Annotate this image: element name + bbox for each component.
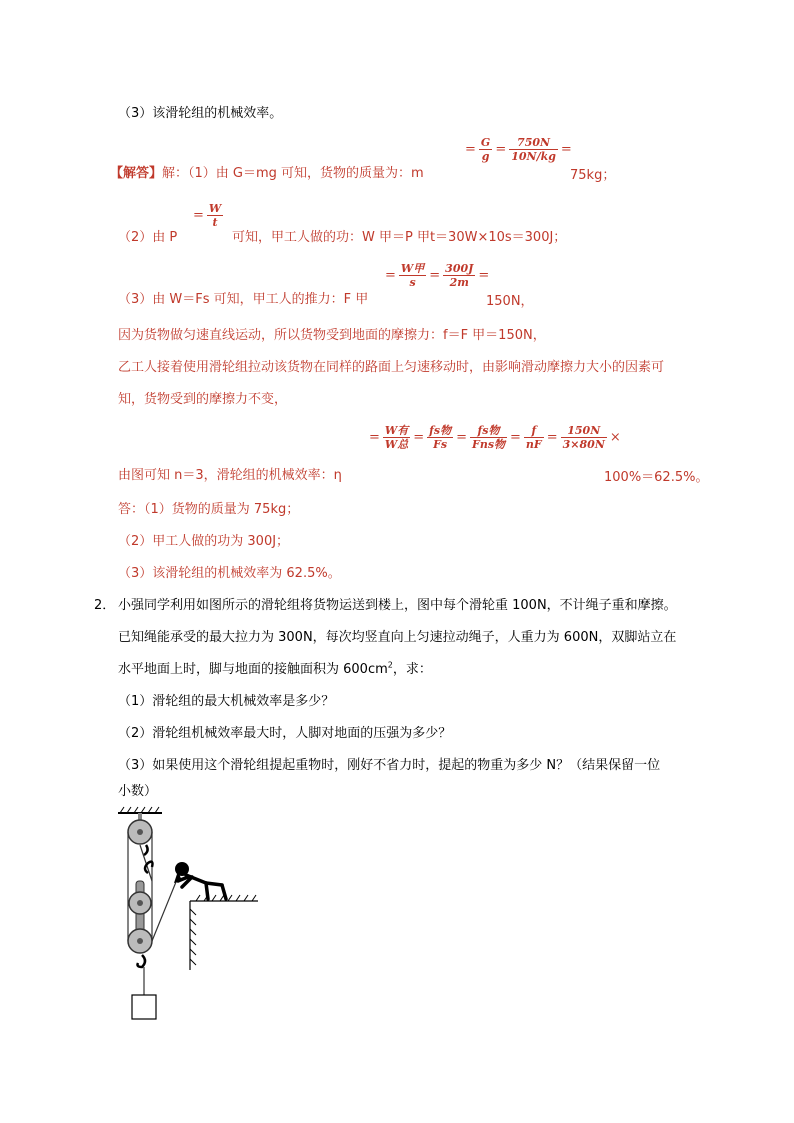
formula-efficiency-frac-5: $\frac{150N}{3\times 80N}$ (562, 424, 605, 451)
question-2-sub-1: （1）滑轮组的最大机械效率是多少？ (118, 694, 335, 709)
ceiling (118, 807, 162, 813)
pulley-diagram (110, 805, 270, 1025)
formula-power-frac: $\frac{W}{t}$ (208, 202, 222, 229)
movable-pulley (128, 881, 152, 967)
formula-mass-result: 75kg； (570, 168, 616, 183)
formula-power: = $\frac{W}{t}$ (193, 202, 222, 229)
question-2-line-2: 已知绳能承受的最大拉力为 300N，每次均竖直向上匀速拉动绳子，人重力为 600N，双脚站立在 (118, 630, 677, 645)
formula-force-frac-1: $\frac{\text{W甲}}{s}$ (400, 262, 425, 289)
person-icon (175, 862, 226, 899)
formula-mass-frac-1: $\frac{G}{g}$ (480, 136, 491, 163)
question-2-line-3-b: ，求： (392, 662, 432, 677)
solution-line-4: 因为货物做匀速直线运动，所以货物受到地面的摩擦力：f＝F 甲＝150N， (118, 328, 546, 343)
question-2-sub-2: （2）滑轮组机械效率最大时，人脚对地面的压强为多少？ (118, 726, 452, 741)
solution-line-1 (110, 162, 424, 181)
formula-efficiency-frac-2: $\frac{\text{fs物}}{Fs}$ (429, 424, 452, 451)
formula-force: = $\frac{\text{W甲}}{s}$ = $\frac{300J}{2m}$ = (385, 262, 490, 289)
solution-line-6: 知，货物受到的摩擦力不变， (118, 392, 288, 407)
solution-line-5: 乙工人接着使用滑轮组拉动该货物在同样的路面上匀速移动时，由影响滑动摩擦力大小的因素可 (118, 360, 665, 375)
floor-ledge (190, 895, 258, 970)
solution-line-3-prefix: （3）由 W＝Fs 可知，甲工人的推力：F 甲 (118, 292, 369, 307)
formula-force-result: 150N， (486, 294, 534, 309)
answer-line-3: （3）该滑轮组的机械效率为 62.5%。 (118, 566, 341, 581)
formula-mass-frac-2: $\frac{750N}{10N/kg}$ (511, 136, 556, 163)
question-2-line-3-a: 水平地面上时，脚与地面的接触面积为 600cm (118, 662, 388, 677)
formula-efficiency-frac-3: $\frac{\text{fs物}}{\text{Fns物}}$ (472, 424, 506, 451)
fixed-pulley (128, 813, 152, 855)
formula-efficiency-frac-4: $\frac{f}{nF}$ (525, 424, 542, 451)
answer-tag: 【解答】 (110, 166, 163, 181)
formula-efficiency-frac-1: $\frac{\text{W有}}{\text{W总}}$ (384, 424, 409, 451)
question-2-sub-3: （3）如果使用这个滑轮组提起重物时，刚好不省力时，提起的物重为多少 N？（结果保留一位 (118, 758, 661, 773)
question-part3-line: （3）该滑轮组的机械效率。 (118, 106, 283, 121)
formula-efficiency-result: 100%＝62.5%。 (604, 470, 709, 485)
load-box (132, 967, 156, 1019)
formula-force-frac-2: $\frac{300J}{2m}$ (445, 262, 474, 289)
formula-efficiency: = $\frac{\text{W有}}{\text{W总}}$ = $\frac{\text{fs物}}{Fs}$ = $\frac{\text{fs物}}{\text{Fns物}}$ = $\frac{f}{nF}$ = $\frac{150N}{3\times 80N}$ × (369, 424, 621, 451)
answer-line-2: （2）甲工人做的功为 300J； (118, 534, 290, 549)
question-2-line-3-sup: 2 (387, 660, 393, 670)
answer-line-1: 答：（1）货物的质量为 75kg； (118, 502, 300, 517)
question-2-line-1: 小强同学利用如图所示的滑轮组将货物运送到楼上，图中每个滑轮重 100N，不计绳子重和摩擦。 (118, 598, 677, 613)
formula-mass: = $\frac{G}{g}$ = $\frac{750N}{10N/kg}$ = (465, 136, 572, 163)
solution-line-2-prefix: （2）由 P (118, 230, 178, 245)
solution-line-7-prefix: 由图可知 n＝3，滑轮组的机械效率：η (118, 468, 342, 483)
question-2-number: 2． (94, 598, 116, 613)
question-2-sub-3-cont: 小数） (118, 784, 158, 799)
question-2-line-3 (118, 658, 432, 677)
solution-line-2-text: 可知，甲工人做的功：W 甲＝P 甲t＝30W×10s＝300J； (232, 230, 567, 245)
solution-line-1-text: 解：（1）由 G＝mg 可知，货物的质量为：m (162, 166, 424, 181)
